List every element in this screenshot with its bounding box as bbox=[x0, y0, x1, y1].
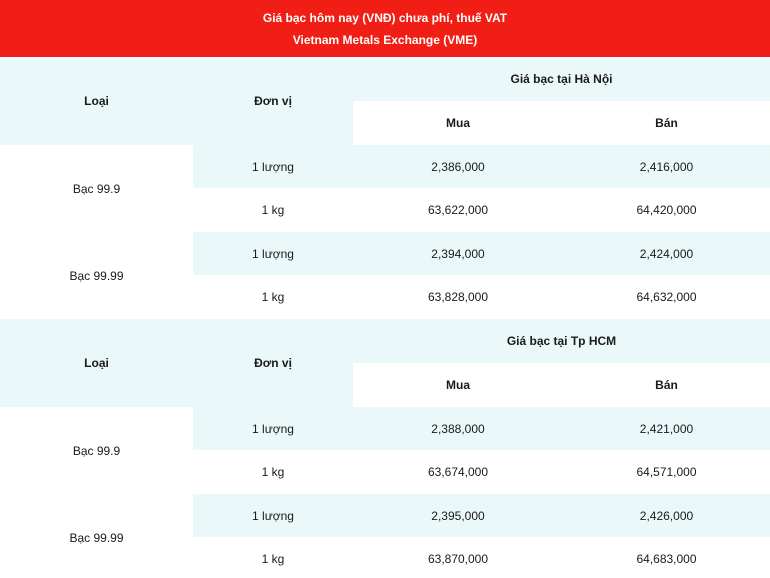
unit-cell: 1 lượng bbox=[193, 494, 353, 537]
table-row bbox=[0, 494, 770, 537]
product-name: Bạc 99.9 bbox=[0, 407, 193, 494]
sell-price: 64,683,000 bbox=[563, 537, 770, 578]
product-name: Bạc 99.99 bbox=[0, 232, 193, 319]
col-header-type: Loại bbox=[0, 57, 193, 145]
buy-price: 2,394,000 bbox=[353, 232, 563, 275]
unit-cell: 1 lượng bbox=[193, 232, 353, 275]
unit-cell: 1 kg bbox=[193, 537, 353, 578]
location-title-hanoi: Giá bạc tại Hà Nội bbox=[353, 57, 770, 101]
buy-price: 2,386,000 bbox=[353, 145, 563, 188]
sell-price: 64,571,000 bbox=[563, 450, 770, 494]
table-row bbox=[0, 407, 770, 450]
col-header-buy: Mua bbox=[353, 101, 563, 145]
unit-cell: 1 kg bbox=[193, 450, 353, 494]
buy-price: 63,674,000 bbox=[353, 450, 563, 494]
table-caption bbox=[0, 0, 770, 57]
product-name: Bạc 99.99 bbox=[0, 494, 193, 578]
sell-price: 2,426,000 bbox=[563, 494, 770, 537]
sell-price: 2,421,000 bbox=[563, 407, 770, 450]
buy-price: 63,622,000 bbox=[353, 188, 563, 232]
unit-cell: 1 kg bbox=[193, 188, 353, 232]
caption-line-1: Giá bạc hôm nay (VNĐ) chưa phí, thuế VAT bbox=[262, 10, 508, 25]
unit-cell: 1 lượng bbox=[193, 407, 353, 450]
caption-line-2: Vietnam Metals Exchange (VME) bbox=[292, 32, 478, 47]
table-row bbox=[0, 145, 770, 188]
unit-cell: 1 lượng bbox=[193, 145, 353, 188]
buy-price: 63,828,000 bbox=[353, 275, 563, 319]
sell-price: 64,420,000 bbox=[563, 188, 770, 232]
unit-cell: 1 kg bbox=[193, 275, 353, 319]
sell-price: 64,632,000 bbox=[563, 275, 770, 319]
buy-price: 2,395,000 bbox=[353, 494, 563, 537]
table-row bbox=[0, 232, 770, 275]
col-header-sell: Bán bbox=[563, 363, 770, 407]
buy-price: 2,388,000 bbox=[353, 407, 563, 450]
silver-price-table bbox=[0, 57, 770, 578]
sell-price: 2,424,000 bbox=[563, 232, 770, 275]
col-header-unit: Đơn vị bbox=[193, 319, 353, 407]
buy-price: 63,870,000 bbox=[353, 537, 563, 578]
col-header-sell: Bán bbox=[563, 101, 770, 145]
sell-price: 2,416,000 bbox=[563, 145, 770, 188]
col-header-unit: Đơn vị bbox=[193, 57, 353, 145]
col-header-buy: Mua bbox=[353, 363, 563, 407]
location-title-hcm: Giá bạc tại Tp HCM bbox=[353, 319, 770, 363]
col-header-type: Loại bbox=[0, 319, 193, 407]
product-name: Bạc 99.9 bbox=[0, 145, 193, 232]
